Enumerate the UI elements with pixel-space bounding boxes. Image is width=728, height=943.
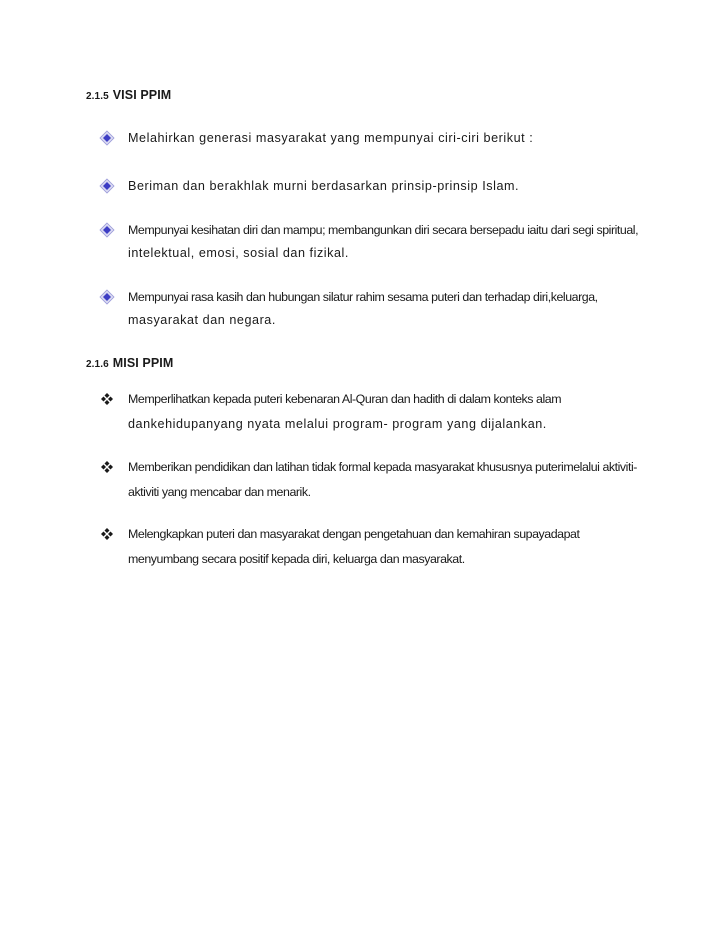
misi-item-2-line-2: aktiviti yang mencabar dan menarik. xyxy=(128,485,311,499)
misi-item-3-line-1: Melengkapkan puteri dan masyarakat dengan pengetahuan dan kemahiran supayadapat xyxy=(128,527,580,541)
visi-item-4-line-2: masyarakat dan negara. xyxy=(128,313,276,327)
section-heading-misi xyxy=(86,356,173,370)
four-diamond-bullet-icon xyxy=(99,391,115,407)
misi-item-2-line-1: Memberikan pendidikan dan latihan tidak formal kepada masyarakat khususnya puterimelalui aktiviti- xyxy=(128,460,637,474)
diamond-bullet-icon xyxy=(99,289,115,305)
section-number-misi: 2.1.6 xyxy=(86,359,109,370)
visi-item-1-line-1: Melahirkan generasi masyarakat yang mempunyai ciri-ciri berikut : xyxy=(128,131,534,145)
misi-item-1-line-1: Memperlihatkan kepada puteri kebenaran Al-Quran dan hadith di dalam konteks alam xyxy=(128,392,562,406)
diamond-bullet-icon xyxy=(99,222,115,238)
four-diamond-bullet-icon xyxy=(99,459,115,475)
four-diamond-bullet-icon xyxy=(99,526,115,542)
visi-item-3-line-1: Mempunyai kesihatan diri dan mampu; membangunkan diri secara bersepadu iaitu dari segi spiritual, xyxy=(128,223,639,237)
section-title-misi: MISI PPIM xyxy=(112,356,174,370)
visi-item-2-line-1: Beriman dan berakhlak murni berdasarkan prinsip-prinsip Islam. xyxy=(128,179,520,193)
section-number-visi: 2.1.5 xyxy=(86,91,109,102)
visi-item-4-line-1: Mempunyai rasa kasih dan hubungan silatur rahim sesama puteri dan terhadap diri,keluarga, xyxy=(128,290,598,304)
diamond-bullet-icon xyxy=(99,178,115,194)
section-title-visi: VISI PPIM xyxy=(112,88,172,102)
diamond-bullet-icon xyxy=(99,130,115,146)
misi-item-1-line-2: dankehidupanyang nyata melalui program- program yang dijalankan. xyxy=(128,417,547,431)
visi-item-3-line-2: intelektual, emosi, sosial dan fizikal. xyxy=(128,246,349,260)
misi-item-3-line-2: menyumbang secara positif kepada diri, keluarga dan masyarakat. xyxy=(128,552,465,566)
section-heading-visi xyxy=(86,88,171,102)
